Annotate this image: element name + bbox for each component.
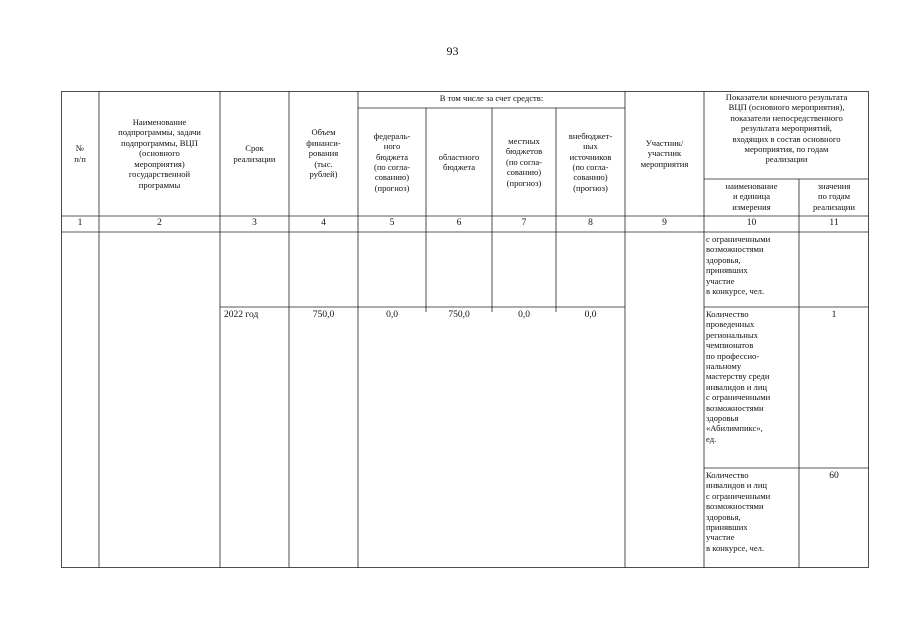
header-extrabudget: внебюджет- ных источников (по согла- сованию) (прогноз) (568, 130, 613, 193)
local-value: 0,0 (518, 310, 530, 320)
column-number: 1 (77, 218, 83, 228)
indicator-participants-name: Количество инвалидов и лиц с ограниченными возможностями здоровья, принявших участие в конкурсе, чел. (706, 470, 771, 553)
header-indicator-name: наименование и единица измерения (725, 181, 778, 212)
column-number: 3 (252, 218, 257, 228)
header-volume: Объем финанси- рования (тыс. рублей) (306, 127, 341, 180)
header-indicators-group: Показатели конечного результата ВЦП (основного мероприятия), показатели непосредственного результата мероприятий, входящих в состав основного мероприятия, по годам реализации (725, 92, 848, 165)
column-number: 6 (456, 218, 462, 228)
header-regional: областного бюджета (438, 151, 480, 172)
continued-indicator-name: с ограниченными возможностями здоровья, принявших участие в конкурсе, чел. (706, 234, 771, 297)
header-number: № п/п (74, 143, 86, 164)
term-year: 2022 год (224, 310, 259, 320)
header-local: местных бюджетов (по согла- сованию) (прогноз) (505, 135, 543, 188)
indicator-championships-value: 1 (831, 310, 837, 320)
column-number: 7 (521, 218, 527, 228)
column-number: 10 (746, 218, 757, 228)
regional-value: 750,0 (448, 310, 470, 320)
program-table (61, 91, 869, 568)
header-sources-group: В том числе за счет средств: (439, 93, 544, 103)
column-number: 2 (157, 218, 162, 228)
volume-value: 750,0 (312, 310, 335, 320)
indicator-championships-name: Количество проведенных региональных чемпионатов по профессио- нальному мастерству среди инвалидов и лиц с ограниченными возможностями здоровья «Абилимпикс», ед. (706, 309, 771, 444)
column-number: 11 (829, 218, 839, 228)
column-number: 5 (389, 218, 395, 228)
header-indicator-values: значения по годам реализации (813, 181, 855, 212)
header-term: Срок реализации (233, 143, 276, 164)
header-federal: федераль- ного бюджета (по согла- сованию) (прогноз) (373, 130, 411, 193)
header-participant: Участник/ участник мероприятия (640, 137, 689, 169)
header-subprogram-name: Наименование подпрограммы, задачи подпрограммы, ВЦП (основного мероприятия) государственной программы (118, 117, 201, 190)
federal-value: 0,0 (386, 310, 398, 320)
extrabudget-value: 0,0 (584, 310, 597, 320)
column-number: 4 (321, 218, 326, 228)
column-number: 9 (662, 218, 667, 228)
column-number: 8 (588, 218, 593, 228)
indicator-participants-value: 60 (829, 471, 839, 481)
page-number: 93 (446, 44, 459, 58)
